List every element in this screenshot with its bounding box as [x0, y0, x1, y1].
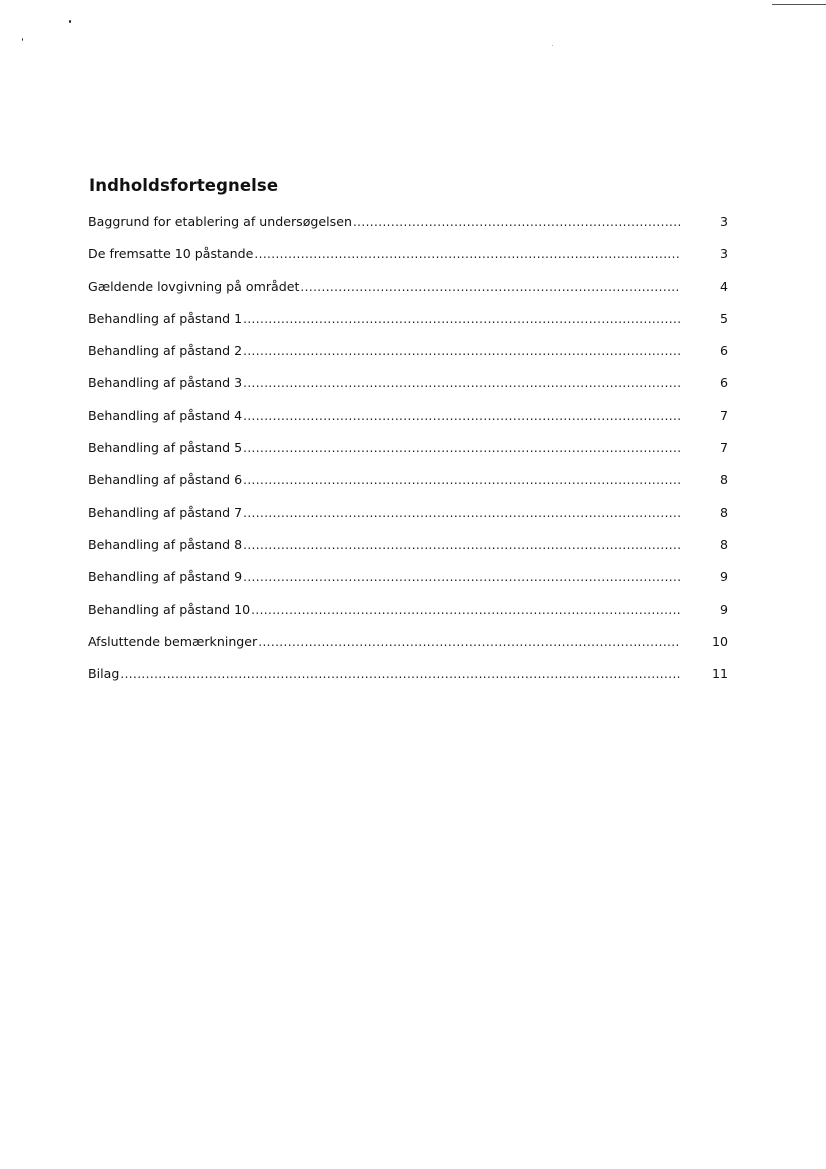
toc-entry-page: 8 — [719, 472, 728, 488]
toc-entry-page: 6 — [719, 343, 728, 359]
toc-entry[interactable] — [88, 634, 728, 666]
toc-dot-leader — [120, 666, 680, 682]
toc-entry-label: Behandling af påstand 8 — [88, 536, 243, 552]
toc-dot-leader — [243, 375, 680, 391]
toc-dot-leader — [243, 569, 680, 585]
toc-entry[interactable] — [88, 375, 728, 407]
toc-entry-label: De fremsatte 10 påstande — [88, 246, 254, 262]
toc-entry-label: Behandling af påstand 6 — [88, 472, 243, 488]
toc-dot-leader — [243, 505, 680, 521]
toc-entry[interactable] — [88, 214, 728, 246]
toc-entry-page: 11 — [711, 666, 728, 682]
toc-dot-leader — [353, 214, 680, 230]
toc-entry-label: Afsluttende bemærkninger — [88, 633, 258, 649]
toc-entry[interactable] — [88, 537, 728, 569]
toc-dot-leader — [243, 472, 680, 488]
toc-entry[interactable] — [88, 246, 728, 278]
toc-entry-label: Gældende lovgivning på området — [88, 278, 300, 294]
toc-entry[interactable] — [88, 343, 728, 375]
scan-edge-line — [772, 4, 826, 5]
toc-entry[interactable] — [88, 279, 728, 311]
toc-entry-page: 4 — [719, 278, 728, 294]
toc-dot-leader — [258, 634, 680, 650]
toc-entry[interactable] — [88, 440, 728, 472]
toc-dot-leader — [243, 440, 680, 456]
toc-entry-page: 10 — [711, 633, 728, 649]
toc-entry-label: Baggrund for etablering af undersøgelsen — [88, 214, 352, 229]
toc-entry-page: 7 — [719, 407, 728, 423]
toc-entry-page: 9 — [719, 601, 728, 617]
toc-title: Indholdsfortegnelse — [89, 176, 279, 195]
toc-dot-leader — [254, 246, 680, 262]
toc-entry-page: 8 — [719, 536, 728, 552]
toc-dot-leader — [243, 408, 680, 424]
toc-entry[interactable] — [88, 569, 728, 601]
toc-entry[interactable] — [88, 666, 728, 698]
toc-entry-label: Behandling af påstand 9 — [88, 569, 243, 585]
toc-dot-leader — [251, 602, 680, 618]
scan-speck — [22, 38, 23, 41]
toc-entry-page: 3 — [719, 214, 728, 229]
toc-entry-label: Behandling af påstand 7 — [88, 504, 243, 520]
toc-dot-leader — [243, 537, 680, 553]
toc-entry-page: 3 — [719, 246, 728, 262]
toc-entry-label: Behandling af påstand 5 — [88, 440, 243, 456]
toc-entry-page: 5 — [719, 310, 728, 326]
toc-entry-page: 8 — [719, 504, 728, 520]
toc-entry[interactable] — [88, 311, 728, 343]
toc-entry[interactable] — [88, 602, 728, 634]
toc-entry-page: 9 — [719, 569, 728, 585]
table-of-contents — [88, 214, 728, 698]
toc-entry-label: Bilag — [88, 666, 120, 682]
toc-entry-label: Behandling af påstand 4 — [88, 407, 243, 423]
toc-entry[interactable] — [88, 472, 728, 504]
toc-entry-label: Behandling af påstand 2 — [88, 343, 243, 359]
toc-dot-leader — [243, 311, 680, 327]
toc-entry-label: Behandling af påstand 1 — [88, 310, 243, 326]
toc-entry-label: Behandling af påstand 10 — [88, 601, 251, 617]
toc-entry[interactable] — [88, 505, 728, 537]
toc-entry-page: 7 — [719, 440, 728, 456]
scan-speck — [552, 45, 553, 46]
scan-speck — [69, 20, 71, 23]
toc-entry-label: Behandling af påstand 3 — [88, 375, 243, 391]
toc-entry[interactable] — [88, 408, 728, 440]
toc-dot-leader — [300, 279, 680, 295]
toc-entry-page: 6 — [719, 375, 728, 391]
toc-dot-leader — [243, 343, 680, 359]
